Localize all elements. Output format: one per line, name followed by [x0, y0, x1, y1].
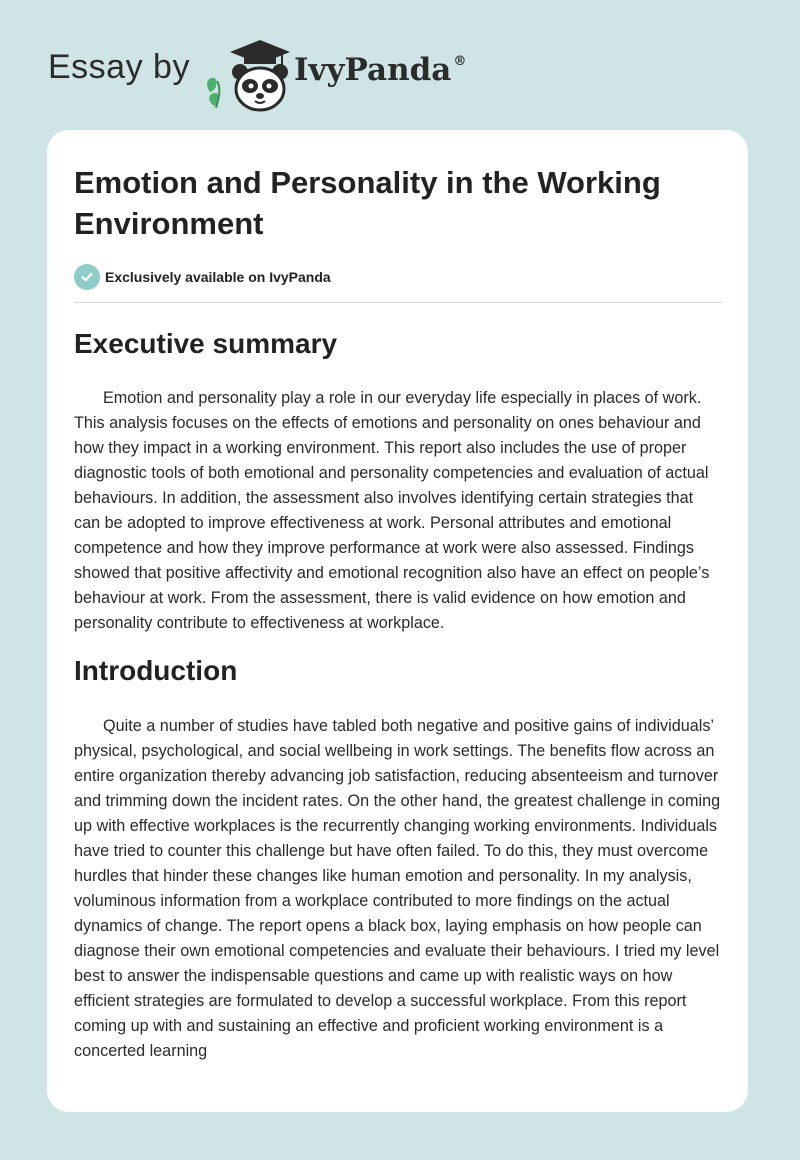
executive-summary-paragraph: Emotion and personality play a role in our everyday life especially in places of work. This analysis focuses on the effects of emotions and personality on ones behaviour and how they impact in a working environment. This report also includes the use of proper diagnostic tools of both emotional and personality competencies and evaluation of actual behaviours. In addition, the assessment also involves identifying certain strategies that can be adopted to improve effectiveness at work. Personal attributes and emotional competence and how they improve performance at work were also assessed. Findings showed that positive affectivity and emotional recognition also have an effect on people’s behaviour at work. From the assessment, there is valid evidence on how emotion and personality contribute to effectiveness at workplace. — [74, 389, 710, 632]
brand-name — [294, 52, 466, 88]
divider — [74, 302, 722, 303]
essay-card — [47, 130, 748, 1112]
brand-name-text: IvyPanda — [294, 52, 452, 88]
registered-mark: ® — [453, 54, 467, 69]
essay-by-label: Essay by — [48, 48, 190, 86]
check-circle-icon — [74, 264, 100, 290]
panda-graduate-icon — [200, 34, 300, 114]
section-heading-introduction: Introduction — [74, 655, 238, 686]
section-heading-executive-summary: Executive summary — [74, 328, 338, 359]
essay-title: Emotion and Personality in the Working Environment — [74, 165, 661, 241]
introduction-paragraph: Quite a number of studies have tabled both negative and positive gains of individuals’ physical, psychological, and social wellbeing in work settings. The benefits flow across an entire organization thereby advancing job satisfaction, reducing absenteeism and turnover and trimming down the incident rates. On the other hand, the greatest challenge in coming up with effective workplaces is the recurrently changing working environments. Individuals have tried to counter this challenge but have often failed. To do this, they must overcome hurdles that hinder these changes like human emotion and personality. In my analysis, voluminous information from a workplace contributed to more findings on the actual dynamics of change. The report opens a black box, laying emphasis on how people can diagnose their own emotional competencies and evaluate their behaviours. I tried my level best to answer the indispensable questions and came up with realistic ways on how efficient strategies are formulated to develop a successful workplace. From this report coming up with and sustaining an effective and proficient working environment is a concerted learning — [74, 717, 721, 1060]
exclusive-badge — [74, 264, 722, 290]
site-header — [48, 28, 508, 118]
exclusive-badge-text: Exclusively available on IvyPanda — [105, 269, 331, 285]
